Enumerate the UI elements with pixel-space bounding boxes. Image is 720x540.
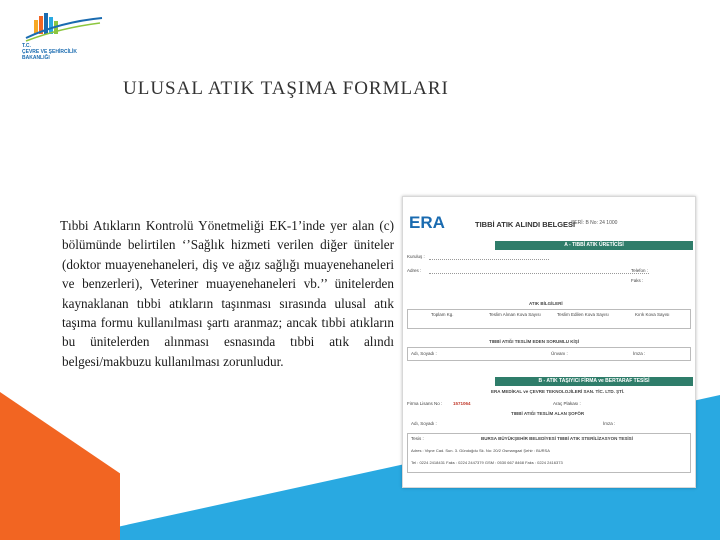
section-a-band: A - TIBBİ ATIK ÜRETİCİSİ bbox=[495, 241, 693, 250]
era-logo: ERA bbox=[409, 213, 445, 232]
label-adi-soyadi: Adı, Soyadı : bbox=[411, 351, 437, 356]
tesis-name: BURSA BÜYÜKŞEHİR BELEDİYESİ TIBBİ ATIK STERİLİZASYON TESİSİ bbox=[481, 436, 633, 441]
label-faks: Faks : bbox=[631, 278, 644, 283]
tesis-adres: Adres : Vişne Cad. Sun. 3. Gündoğdu Sk. No: 20/2 Osmangazi Şehir : BURSA bbox=[411, 448, 550, 453]
logo-line: ÇEVRE VE ŞEHİRCİLİK bbox=[22, 49, 78, 55]
firma-name: ERA MEDİKAL ve ÇEVRE TEKNOLOJİLERİ SAN. TİC. LTD. ŞTİ. bbox=[491, 389, 625, 394]
label-telefon: Telefon : bbox=[631, 268, 649, 273]
col-toplam: Toplam Kg. bbox=[431, 312, 454, 317]
slide-title: ULUSAL ATIK TAŞIMA FORMLARI bbox=[123, 78, 449, 99]
form-title: TIBBİ ATIK ALINDI BELGESİ bbox=[475, 220, 576, 229]
label-tesis: Tesis : bbox=[411, 436, 424, 441]
ministry-logo-icon bbox=[20, 8, 110, 48]
body-text: Tıbbi Atıkların Kontrolü Yönetmeliği EK-1’inde yer alan (c) bölümünde belirtilen ‘’Sağlık hizmeti verilen diğer üniteler (doktor muayenehaneleri, diş ve ağız sağlığı muayenehaneleri ve benzerleri), Veteriner muayenehaneleri vb.’’ ünitelerden kaynaklanan tıbbi atıkların taşınması sırasında ulusal atık taşıma formu kullanılması şartı aranmaz; ancak tıbbi atıkların bu ünitelerden alınması esnasında tıbbi atık alındı belgesi/makbuzu kullanılması zorunludur. bbox=[60, 218, 394, 369]
body-paragraph bbox=[62, 216, 394, 371]
label-adres: Adres : bbox=[407, 268, 422, 273]
atik-bilgileri-heading: ATIK BİLGİLERİ bbox=[529, 301, 563, 306]
firma-no: 1571064 bbox=[453, 401, 471, 406]
tesis-tel: Tel : 0224 2418431 Faks : 0224 2447379 GSM : 0530 667 8468 Faks : 0224 2416373 bbox=[411, 460, 563, 465]
person-row bbox=[407, 347, 691, 361]
label-unvani: Ünvanı : bbox=[551, 351, 568, 356]
logo-line: BAKANLIĞI bbox=[22, 55, 50, 61]
label-imza: İmza : bbox=[633, 351, 646, 356]
teslim-alan-heading: TIBBİ ATIĞI TESLİM ALAN ŞOFÖR bbox=[511, 411, 585, 416]
ministry-logo-text bbox=[22, 43, 77, 61]
label-firma-no: Firma Lisans No : bbox=[407, 401, 443, 406]
label-kurulus: Kuruluş : bbox=[407, 254, 425, 259]
col-kirik: Kırık Kova Sayısı bbox=[635, 312, 670, 317]
form-header bbox=[403, 213, 695, 235]
teslim-eden-heading: TIBBİ ATIĞI TESLİM EDEN SORUMLU KİŞİ bbox=[489, 339, 579, 344]
decorative-orange-shape bbox=[0, 392, 120, 540]
col-alinan: Teslim Alınan Kova Sayısı bbox=[489, 312, 541, 317]
section-b-band: B - ATIK TAŞIYICI FİRMA ve BERTARAF TESİSİ bbox=[495, 377, 693, 386]
line bbox=[429, 273, 649, 274]
label-driver-name: Adı, Soyadı : bbox=[411, 421, 437, 426]
col-edilen: Teslim Edilen Kova Sayısı bbox=[557, 312, 609, 317]
label-arac-plaka: Araç Plakası : bbox=[553, 401, 581, 406]
form-serial: SERİ: B No: 24 1000 bbox=[571, 220, 618, 226]
label-driver-imza: İmza : bbox=[603, 421, 616, 426]
line bbox=[429, 259, 549, 260]
medical-waste-receipt-form bbox=[402, 196, 696, 488]
logo-line: T.C. bbox=[22, 43, 31, 49]
